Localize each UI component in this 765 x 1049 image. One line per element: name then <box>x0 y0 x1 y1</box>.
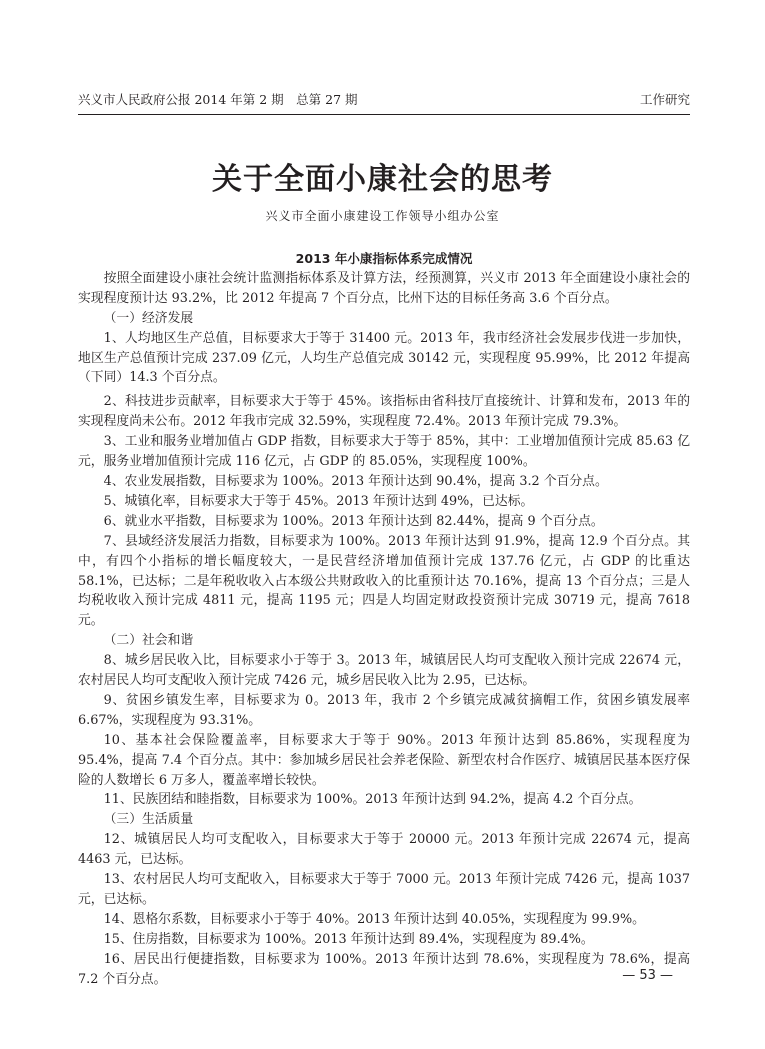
paragraph: 10、基本社会保险覆盖率，目标要求大于等于 90%。2013 年预计达到 85.86%，实现程度为 95.4%，提高 7.4 个百分点。其中：参加城乡居民社会养老保险、新型农村合作医疗、城镇居民基本医疗保险的人数增长 6 万多人，覆盖率增长较快。 <box>78 732 690 788</box>
paragraph: 4、农业发展指数，目标要求为 100%。2013 年预计达到 90.4%，提高 3.2 个百分点。 <box>103 473 608 489</box>
paragraph: 7、县域经济发展活力指数，目标要求为 100%。2013 年预计达到 91.9%，提高 12.9 个百分点。其中，有四个小指标的增长幅度较大，一是民营经济增加值预计完成 137.76 亿元，占 GDP 的比重达 58.1%，已达标；二是年税收收入占本级公共财政收入的比重预计达 70.16%，提高 13 个百分点；三是人均税收收入预计完成 4811 元，提高 1195 元；四是人均固定财政投资预计完成 30719 元，提高 7618 元。 <box>78 533 690 629</box>
journal-issue: 兴义市人民政府公报 2014 年第 2 期 总第 27 期 <box>78 92 358 107</box>
article-byline: 兴义市全面小康建设工作领导小组办公室 <box>265 209 500 223</box>
subsection-heading: （二）社会和谐 <box>103 633 194 649</box>
header-rule <box>78 114 690 115</box>
column-name: 工作研究 <box>639 92 690 107</box>
section-title: 2013 年小康指标体系完成情况 <box>295 251 473 266</box>
article-title: 关于全面小康社会的思考 <box>212 162 553 197</box>
paragraph: 5、城镇化率，目标要求大于等于 45%。2013 年预计达到 49%，已达标。 <box>103 493 534 509</box>
article-body <box>78 249 690 990</box>
subsection-heading: （三）生活质量 <box>103 812 194 828</box>
paragraph: 6、就业水平指数，目标要求为 100%。2013 年预计达到 82.44%，提高 9 个百分点。 <box>103 513 604 529</box>
paragraph: 12、城镇居民人均可支配收入，目标要求大于等于 20000 元。2013 年预计完成 22674 元，提高 4463 元，已达标。 <box>78 832 690 868</box>
paragraph: 11、民族团结和睦指数，目标要求为 100%。2013 年预计达到 94.2%，提高 4.2 个百分点。 <box>103 792 642 808</box>
paragraph: 16、居民出行便捷指数，目标要求为 100%。2013 年预计达到 78.6%，实现程度为 78.6%，提高 7.2 个百分点。 <box>78 951 690 987</box>
paragraph: 14、恩格尔系数，目标要求小于等于 40%。2013 年预计达到 40.05%，实现程度为 99.9%。 <box>103 911 645 927</box>
paragraph: 8、城乡居民收入比，目标要求小于等于 3。2013 年，城镇居民人均可支配收入预计完成 22674 元，农村居民人均可支配收入预计完成 7426 元，城乡居民收入比为 2.95，已达标。 <box>78 653 690 689</box>
paragraph: 2、科技进步贡献率，目标要求大于等于 45%。该指标由省科技厅直接统计、计算和发布，2013 年的实现程度尚未公布。2012 年我市完成 32.59%，实现程度 72.4%。2013 年预计完成 79.3%。 <box>78 394 690 430</box>
paragraph: 1、人均地区生产总值，目标要求大于等于 31400 元。2013 年，我市经济社会发展步伐进一步加快，地区生产总值预计完成 237.09 亿元，人均生产总值完成 30142 元，实现程度 95.99%，比 2012 年提高（下同）14.3 个百分点。 <box>78 330 690 386</box>
paragraph: 9、贫困乡镇发生率，目标要求为 0。2013 年，我市 2 个乡镇完成减贫摘帽工作，贫困乡镇发展率 6.67%，实现程度为 93.31%。 <box>78 692 690 728</box>
paragraph: 按照全面建设小康社会统计监测指标体系及计算方法，经预测算，兴义市 2013 年全面建设小康社会的实现程度预计达 93.2%，比 2012 年提高 7 个百分点，比州下达的目标任务高 3.6 个百分点。 <box>78 270 690 306</box>
paragraph: 3、工业和服务业增加值占 GDP 指数，目标要求大于等于 85%，其中：工业增加值预计完成 85.63 亿元，服务业增加值预计完成 116 亿元，占 GDP 的 85.05%，实现程度 100%。 <box>78 434 690 470</box>
running-header <box>78 92 690 108</box>
subsection-heading: （一）经济发展 <box>103 310 194 326</box>
paragraph: 13、农村居民人均可支配收入，目标要求大于等于 7000 元。2013 年预计完成 7426 元，提高 1037 元，已达标。 <box>78 872 690 907</box>
paragraph: 15、住房指数，目标要求为 100%。2013 年预计达到 89.4%，实现程度为 89.4%。 <box>103 931 594 947</box>
page-number: — 53 — <box>622 968 673 983</box>
